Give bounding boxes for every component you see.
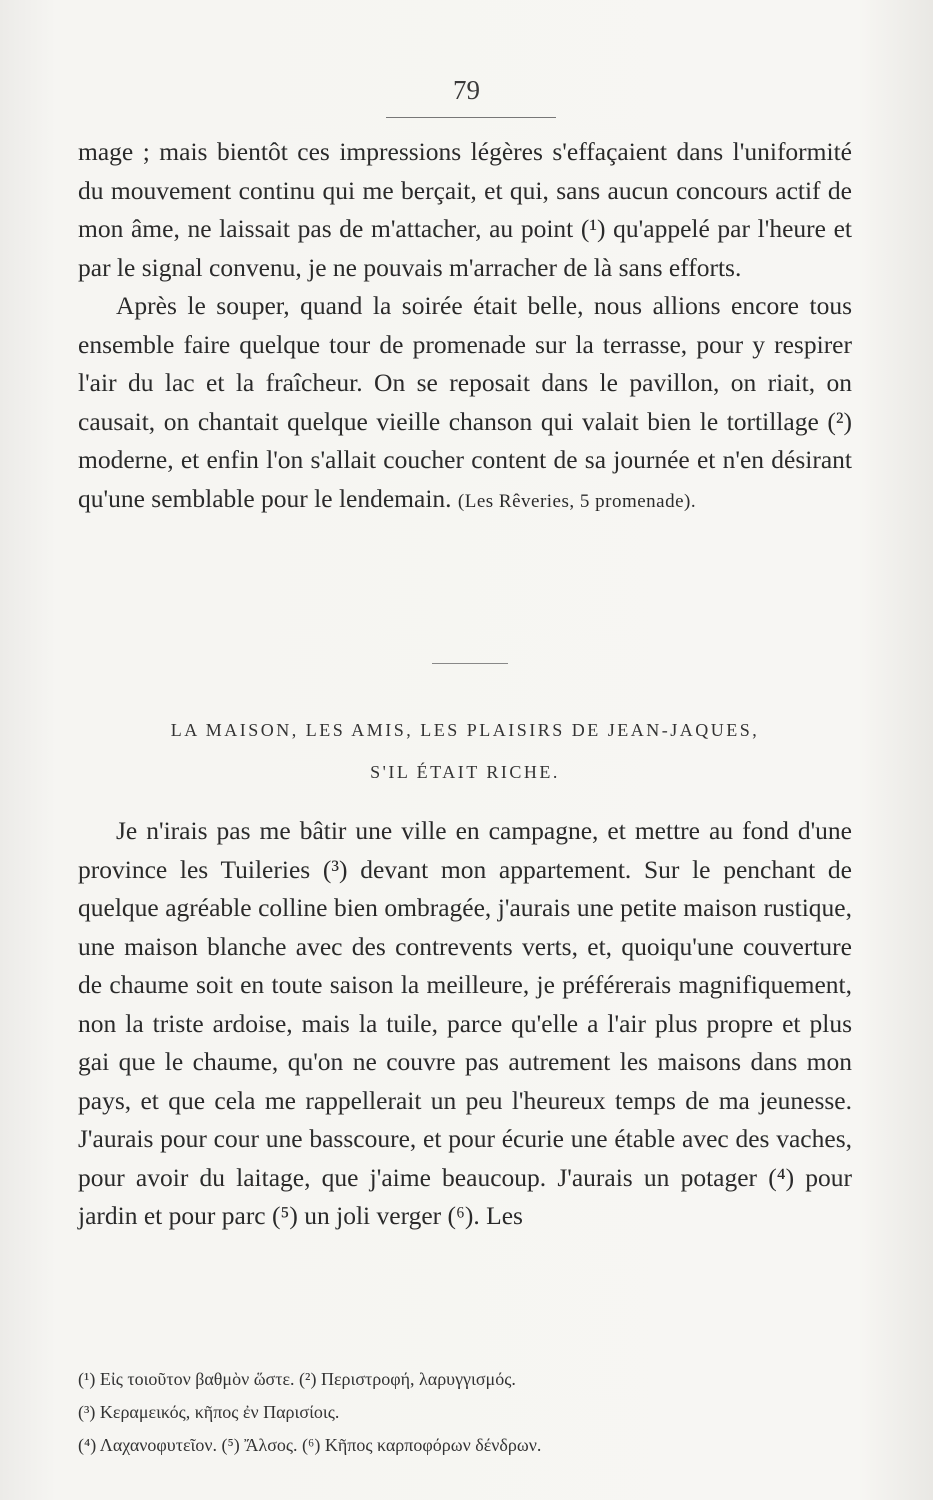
footnotes xyxy=(78,1363,858,1462)
paragraph-2 xyxy=(78,287,852,521)
section-body xyxy=(78,812,852,1236)
footnote-line-3: (⁴) Λαχανοφυτεῖον. (⁵) Ἄλσος. (⁶) Κῆπος καρποφόρων δένδρων. xyxy=(78,1435,542,1455)
footnote-line-1: (¹) Εἰς τοιοῦτον βαθμὸν ὥστε. (²) Περιστροφή, λαρυγγισμός. xyxy=(78,1369,516,1389)
paragraph-1: mage ; mais bientôt ces impressions légères s'effaçaient dans l'uniformité du mouvement continu qui me berçait, et qui, sans aucun concours actif de mon âme, ne laissait pas de m'attacher, au point (¹) qu'appelé par l'heure et par le signal convenu, je ne pouvais m'arracher de là sans efforts. xyxy=(78,137,852,282)
footnote-line-2: (³) Κεραμεικός, κῆπος ἐν Παρισίοις. xyxy=(78,1402,340,1422)
section-heading-line-2: S'IL ÉTAIT RICHE. xyxy=(370,762,560,782)
section-separator xyxy=(432,663,508,664)
paragraph-3: Je n'irais pas me bâtir une ville en campagne, et mettre au fond d'une province les Tuileries (³) devant mon appartement. Sur le penchant de quelque agréable colline bien ombragée, j'aurais une petite maison rustique, une maison blanche avec des contrevents verts, et, quoiqu'une couverture de chaume soit en toute saison la meilleure, je préférerais magnifiquement, non la triste ardoise, mais la tuile, parce qu'elle a l'air plus propre et plus gai que le chaume, qu'on ne couvre pas autrement les maisons dans mon pays, et que cela me rappellerait un peu l'heureux temps de ma jeunesse. J'aurais pour cour une basscoure, et pour écurie une étable avec des vaches, pour avoir du laitage, que j'aime beaucoup. J'aurais un potager (⁴) pour jardin et pour parc (⁵) un joli verger (⁶). Les xyxy=(78,816,852,1230)
opening-paragraphs xyxy=(78,133,852,521)
paragraph-2-text: Après le souper, quand la soirée était belle, nous allions encore tous ensemble faire quelque tour de promenade sur la terrasse, pour y respirer l'air du lac et la fraîcheur. On se reposait dans le pavillon, on riait, on causait, on chantait quelque vieille chanson qui valait bien le tortillage (²) moderne, et enfin l'on s'allait coucher content de sa journée et n'en désirant qu'une semblable pour le lendemain. xyxy=(78,291,852,513)
page-number: 79 xyxy=(453,75,480,105)
source-citation: (Les Rêveries, 5 promenade). xyxy=(457,490,697,512)
page-number-rule xyxy=(386,117,556,118)
section-heading-line-1: LA MAISON, LES AMIS, LES PLAISIRS DE JEAN-JAQUES, xyxy=(170,720,760,740)
